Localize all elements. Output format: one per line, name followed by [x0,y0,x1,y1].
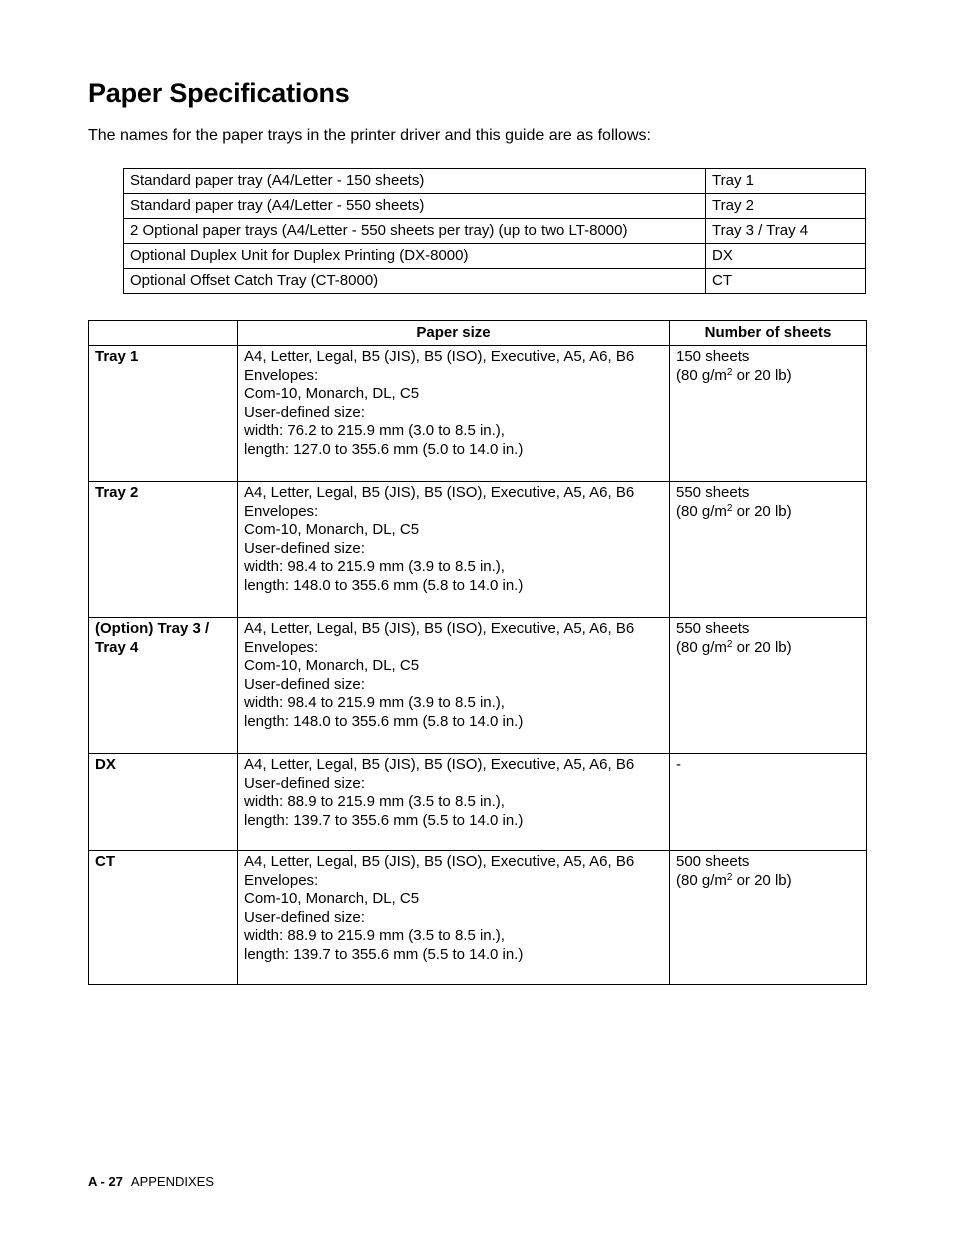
paper-weight: (80 $g/m^2$ or 20 lb) [676,366,792,384]
size-line: A4, Letter, Legal, B5 (JIS), B5 (ISO), Executive, A5, A6, B6 [244,853,635,870]
tray-names-table [123,168,866,294]
size-line: User-defined size: [244,908,365,926]
size-line: length: 148.0 to 355.6 mm (5.8 to 14.0 in.) [244,712,524,730]
size-line: length: 139.7 to 355.6 mm (5.5 to 14.0 in.) [244,945,524,963]
size-line: A4, Letter, Legal, B5 (JIS), B5 (ISO), Executive, A5, A6, B6 [244,484,635,501]
tray-description: Standard paper tray (A4/Letter - 150 sheets) [124,169,706,194]
tray-description: Optional Duplex Unit for Duplex Printing (DX-8000) [124,244,706,269]
size-line: Com-10, Monarch, DL, C5 [244,890,420,907]
sheets-cell [670,482,867,618]
paper-size-cell [238,482,670,618]
size-line: A4, Letter, Legal, B5 (JIS), B5 (ISO), Executive, A5, A6, B6 [244,756,635,773]
paper-spec-table [88,320,867,985]
size-line: length: 148.0 to 355.6 mm (5.8 to 14.0 in.) [244,576,524,594]
size-line: length: 127.0 to 355.6 mm (5.0 to 14.0 in.) [244,440,524,458]
label-line: DX [95,756,116,773]
size-line: width: 98.4 to 215.9 mm (3.9 to 8.5 in.), [244,694,505,711]
size-line: Com-10, Monarch, DL, C5 [244,521,420,538]
sheet-count: 150 sheets [676,348,750,365]
tray-name: Tray 3 / Tray 4 [706,219,866,244]
spec-row-label [89,346,238,482]
paper-size-cell [238,754,670,851]
size-line: Com-10, Monarch, DL, C5 [244,385,420,402]
label-line: Tray 4 [95,638,139,656]
label-line: Tray 2 [95,484,139,501]
size-line: Envelopes: [244,638,319,656]
sheets-cell [670,754,867,851]
page-title: Paper Specifications [88,78,350,108]
sheets-cell [670,346,867,482]
size-line: A4, Letter, Legal, B5 (JIS), B5 (ISO), Executive, A5, A6, B6 [244,348,635,365]
tray-name-row [124,269,866,294]
spec-row-tray-2 [89,482,867,618]
size-line: Com-10, Monarch, DL, C5 [244,657,420,674]
paper-size-cell [238,851,670,985]
spec-row-label [89,482,238,618]
size-line: Envelopes: [244,502,319,520]
tray-name-row [124,169,866,194]
sheets-cell [670,851,867,985]
tray-name: CT [706,269,866,294]
size-line: width: 98.4 to 215.9 mm (3.9 to 8.5 in.), [244,558,505,575]
spec-row-label [89,851,238,985]
paper-size-cell [238,346,670,482]
size-line: width: 88.9 to 215.9 mm (3.5 to 8.5 in.), [244,927,505,944]
paper-weight: (80 $g/m^2$ or 20 lb) [676,871,792,889]
tray-description: Optional Offset Catch Tray (CT-8000) [124,269,706,294]
size-line: length: 139.7 to 355.6 mm (5.5 to 14.0 in.) [244,811,524,829]
size-line: User-defined size: [244,774,365,792]
footer-section: APPENDIXES [130,1174,215,1189]
sheets-cell [670,618,867,754]
size-line: Envelopes: [244,871,319,889]
label-line: (Option) Tray 3 / [95,620,210,637]
spec-row-tray-1 [89,346,867,482]
tray-description: 2 Optional paper trays (A4/Letter - 550 sheets per tray) (up to two LT-8000) [124,219,706,244]
tray-name-row [124,194,866,219]
size-line: User-defined size: [244,539,365,557]
spec-row-ct [89,851,867,985]
page-number: A - 27 [88,1174,123,1189]
tray-name: Tray 1 [706,169,866,194]
spec-header-row [89,321,867,346]
spec-header-paper-size: Paper size [238,321,670,346]
tray-name: DX [706,244,866,269]
spec-row-tray-3-4 [89,618,867,754]
spec-row-dx [89,754,867,851]
paper-size-cell [238,618,670,754]
sheet-count: - [676,756,681,773]
spec-row-label [89,618,238,754]
size-line: width: 88.9 to 215.9 mm (3.5 to 8.5 in.), [244,793,505,810]
spec-header-number-of-sheets: Number of sheets [670,321,867,346]
size-line: A4, Letter, Legal, B5 (JIS), B5 (ISO), Executive, A5, A6, B6 [244,620,635,637]
tray-name: Tray 2 [706,194,866,219]
sheet-count: 550 sheets [676,620,750,637]
tray-name-row [124,219,866,244]
spec-row-label [89,754,238,851]
page-footer [88,1174,214,1189]
paper-weight: (80 $g/m^2$ or 20 lb) [676,638,792,656]
tray-name-row [124,244,866,269]
sheet-count: 500 sheets [676,853,750,870]
intro-text: The names for the paper trays in the printer driver and this guide are as follows: [88,127,651,144]
tray-description: Standard paper tray (A4/Letter - 550 sheets) [124,194,706,219]
sheet-count: 550 sheets [676,484,750,501]
spec-header-blank [89,321,238,346]
label-line: Tray 1 [95,348,139,365]
size-line: width: 76.2 to 215.9 mm (3.0 to 8.5 in.), [244,422,505,439]
size-line: User-defined size: [244,675,365,693]
label-line: CT [95,853,115,870]
paper-weight: (80 $g/m^2$ or 20 lb) [676,502,792,520]
size-line: User-defined size: [244,403,365,421]
size-line: Envelopes: [244,366,319,384]
